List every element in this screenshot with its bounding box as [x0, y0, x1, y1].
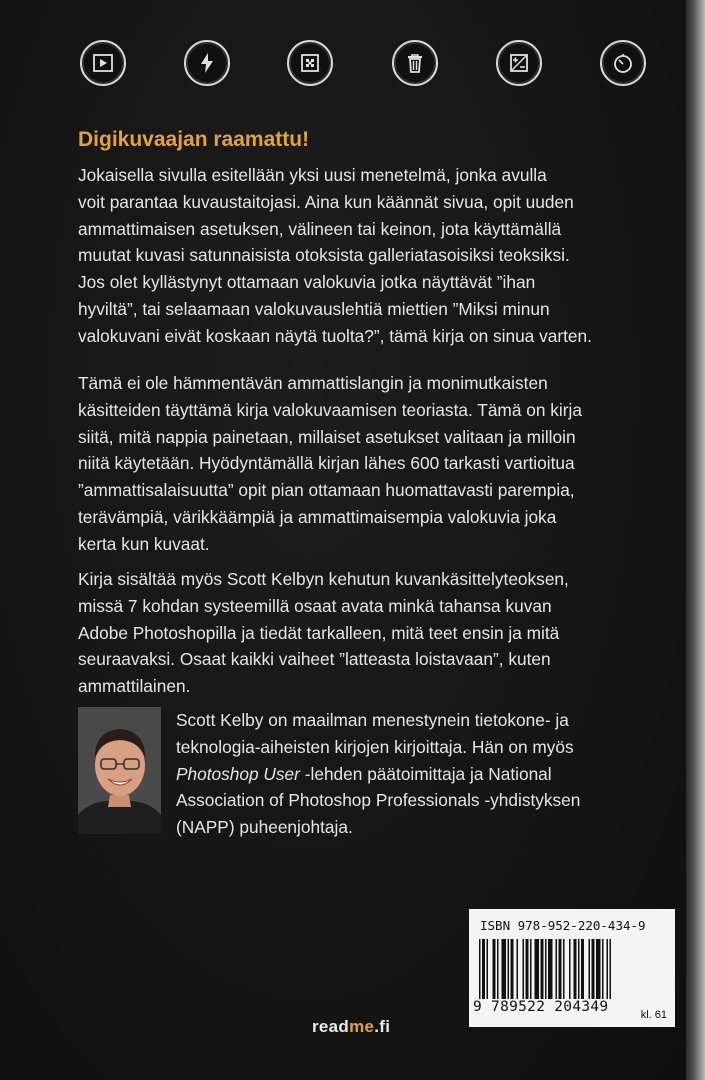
text-segment: -lehden päätoimittaja ja National — [299, 763, 552, 784]
timer-icon — [600, 40, 646, 86]
paragraph-intro — [78, 162, 678, 350]
text-line: Adobe Photoshopilla ja tiedät tarkalleen, mitä teet ensin ja mitä — [78, 622, 560, 643]
play-icon — [80, 40, 126, 86]
paragraph-photoshop — [78, 566, 678, 700]
text-line: ammattimaisen asetuksen, välineen tai keinon, jota käyttämällä — [78, 218, 562, 239]
headline: Digikuvaajan raamattu! — [78, 128, 310, 151]
barcode — [477, 939, 667, 999]
isbn-text: ISBN 978-952-220-434-9 — [480, 918, 646, 933]
text-line: Jokaisella sivulla esitellään yksi uusi menetelmä, jonka avulla — [78, 165, 547, 185]
text-line: (NAPP) puheenjohtaja. — [176, 817, 353, 838]
trash-icon — [392, 40, 438, 86]
text-line: Tämä ei ole hämmentävän ammattislangin ja monimutkaisten — [78, 373, 548, 393]
text-line: niitä käytetään. Hyödyntämällä kirjan lähes 600 tarkasti vartioitua — [78, 453, 575, 474]
text-line: terävämpiä, värikkäämpiä ja ammattimaisempia valokuvia joka — [78, 506, 557, 527]
price-class: kl. 61 — [640, 1009, 667, 1021]
paragraph-content — [78, 370, 678, 558]
publisher-prefix: read — [312, 1017, 350, 1036]
text-line: siitä, mitä nappia painetaan, millaiset asetukset valitaan ja milloin — [78, 426, 576, 447]
icon-row — [0, 40, 686, 90]
publisher-accent: me — [349, 1017, 375, 1036]
text-line — [176, 761, 676, 788]
grid-icon — [287, 40, 333, 86]
flash-icon — [184, 40, 230, 86]
text-line: muutat kuvasi satunnaisista otoksista galleriatasoisiksi teoksiksi. — [78, 245, 570, 266]
barcode-digits: 9 789522 204349 — [473, 999, 609, 1015]
text-line: voit parantaa kuvaustaitojasi. Aina kun käännät sivua, opit uuden — [78, 191, 574, 212]
text-line: käsitteiden täyttämä kirja valokuvaamisen teoriasta. Tämä on kirja — [78, 399, 582, 420]
exposure-icon — [496, 40, 542, 86]
text-line: seuraavaksi. Osaat kaikki vaiheet ”latteasta loistavaan”, kuten — [78, 649, 551, 670]
text-line: Jos olet kyllästynyt ottamaan valokuvia jotka näyttävät ”ihan — [78, 272, 536, 293]
text-line: Kirja sisältää myös Scott Kelbyn kehutun kuvankäsittelyteoksen, — [78, 569, 569, 589]
author-photo — [78, 707, 161, 834]
spine-edge — [686, 0, 705, 1080]
text-line: kerta kun kuvaat. — [78, 533, 210, 554]
text-line: valokuvani eivät koskaan näytä tuolta?”, tämä kirja on sinua varten. — [78, 325, 592, 346]
text-line: teknologia-aiheisten kirjojen kirjoittaja. Hän on myös — [176, 736, 574, 757]
barcode-label — [469, 909, 675, 1027]
publisher-suffix: .fi — [374, 1017, 391, 1036]
magazine-title: Photoshop User — [176, 763, 300, 784]
text-line: hyviltä”, tai selaamaan valokuvauslehtiä miettien ”Miksi minun — [78, 298, 550, 319]
text-line: ”ammattisalaisuutta” opit pian ottamaan huomattavasti parempia, — [78, 480, 575, 501]
author-bio — [176, 707, 676, 841]
text-line: Association of Photoshop Professionals -yhdistyksen — [176, 790, 581, 811]
text-line: Scott Kelby on maailman menestynein tietokone- ja — [176, 710, 569, 730]
text-line: ammattilainen. — [78, 676, 191, 697]
publisher-logo — [312, 1017, 390, 1037]
text-line: missä 7 kohdan systeemillä osaat avata minkä tahansa kuvan — [78, 595, 552, 616]
